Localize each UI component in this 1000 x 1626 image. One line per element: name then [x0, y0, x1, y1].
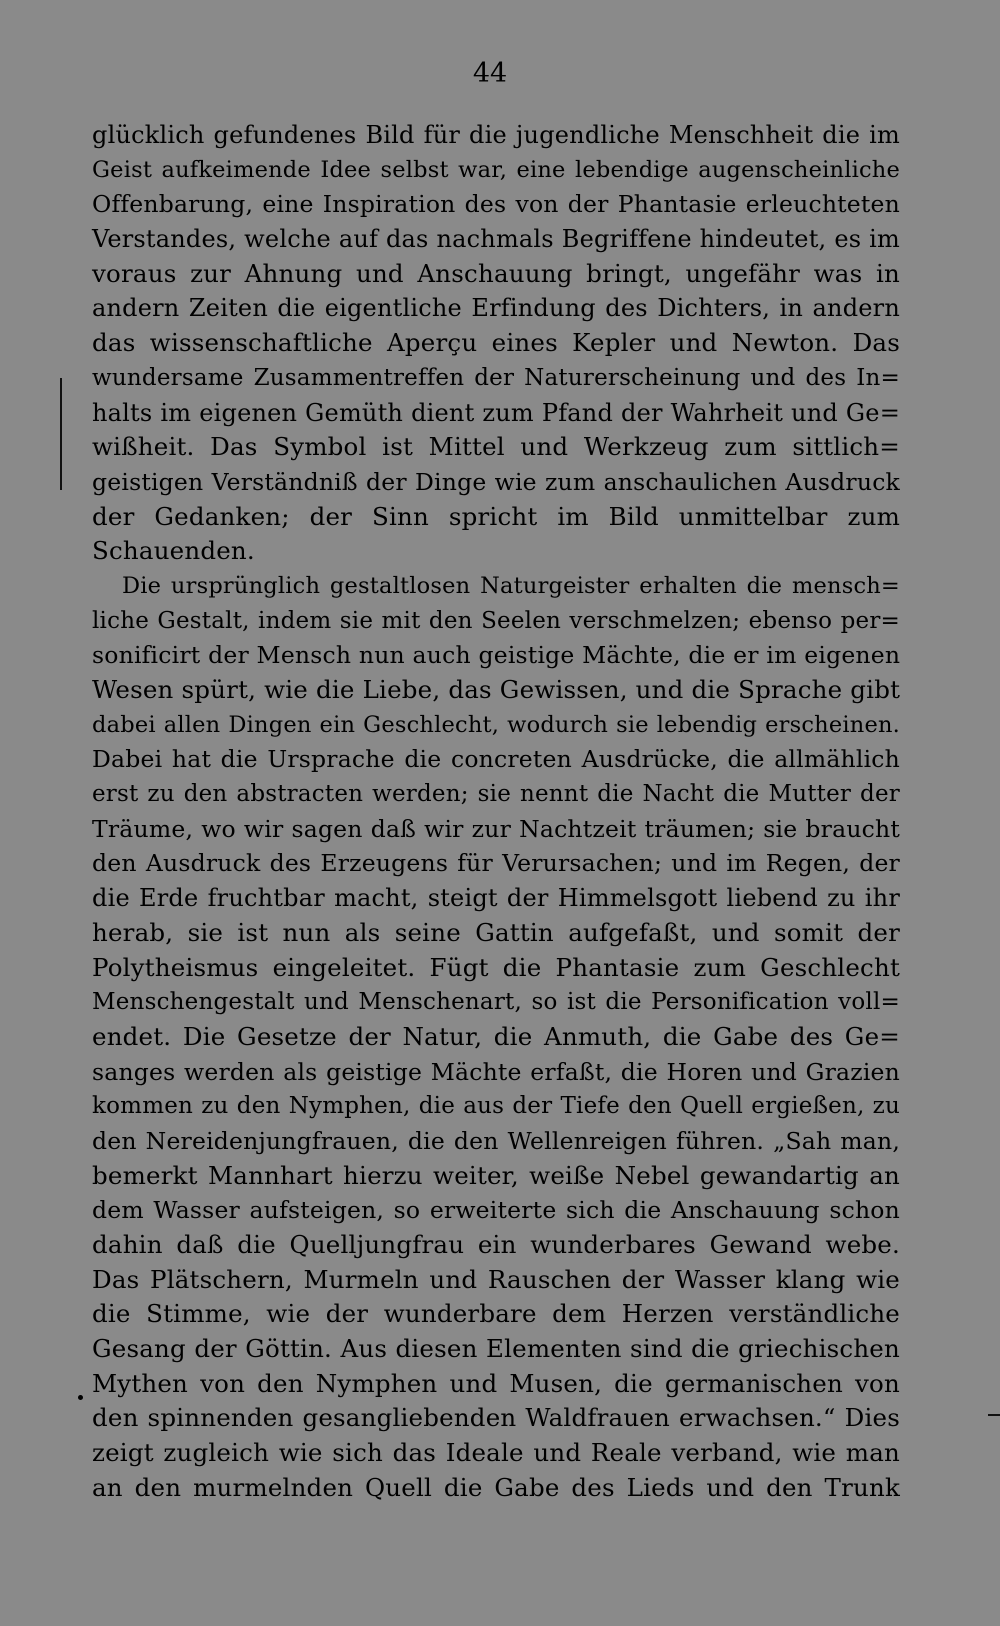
margin-pencil-mark: [60, 378, 62, 490]
text-line: bemerkt Mannhart hierzu weiter, weiße Nebel gewandartig an: [92, 1160, 900, 1190]
text-line: Offenbarung, eine Inspiration des von der Phantasie erleuchteten: [92, 190, 900, 219]
margin-dot-mark: [78, 1395, 83, 1400]
text-line: endet. Die Gesetze der Natur, die Anmuth, die Gabe des Ge=: [92, 1021, 900, 1051]
text-line: Schauenden.: [92, 536, 255, 566]
text-line: voraus zur Ahnung und Anschauung bringt, ungefähr was in: [92, 258, 900, 288]
text-line: Geist aufkeimende Idee selbst war, eine lebendige augenscheinliche: [92, 156, 900, 183]
text-line: Gesang der Göttin. Aus diesen Elementen sind die griechischen: [92, 1334, 900, 1364]
text-line: Menschengestalt und Menschenart, so ist die Personification voll=: [92, 989, 900, 1016]
text-line: Die ursprünglich gestaltlosen Naturgeister erhalten die mensch=: [122, 572, 900, 599]
text-line: die Stimme, wie der wunderbare dem Herzen verständliche: [92, 1299, 900, 1329]
text-line: geistigen Verständniß der Dinge wie zum anschaulichen Ausdruck: [92, 467, 900, 496]
text-line: zeigt zugleich wie sich das Ideale und Reale verband, wie man: [92, 1438, 900, 1468]
text-line: sonificirt der Mensch nun auch geistige Mächte, die er im eigenen: [92, 641, 901, 670]
text-line: wundersame Zusammentreffen der Naturerscheinung und des In=: [92, 364, 900, 391]
text-line: Mythen von den Nymphen und Musen, die germanischen von: [92, 1368, 900, 1398]
body-text: [92, 118, 900, 1506]
text-line: Träume, wo wir sagen daß wir zur Nachtzeit träumen; sie braucht: [92, 814, 900, 843]
text-line: Verstandes, welche auf das nachmals Begriffene hindeutet, es im: [92, 225, 900, 254]
text-line: Das Plätschern, Murmeln und Rauschen der Wasser klang wie: [92, 1264, 900, 1294]
text-line: andern Zeiten die eigentliche Erfindung des Dichters, in andern: [92, 294, 900, 323]
text-line: halts im eigenen Gemüth dient zum Pfand der Wahrheit und Ge=: [92, 398, 900, 427]
text-line: die Erde fruchtbar macht, steigt der Himmelsgott liebend zu ihr: [92, 884, 900, 913]
page-number: 44: [472, 58, 508, 89]
text-line: an den murmelnden Quell die Gabe des Lieds und den Trunk: [92, 1472, 900, 1502]
text-line: herab, sie ist nun als seine Gattin aufgefaßt, und somit der: [92, 917, 900, 947]
text-line: erst zu den abstracten werden; sie nennt die Nacht die Mutter der: [92, 781, 900, 808]
text-line: kommen zu den Nymphen, die aus der Tiefe den Quell ergießen, zu: [92, 1093, 900, 1120]
text-line: Dabei hat die Ursprache die concreten Ausdrücke, die allmählich: [92, 745, 900, 774]
text-line: Polytheismus eingeleitet. Fügt die Phantasie zum Geschlecht: [92, 952, 900, 982]
text-line: das wissenschaftliche Aperçu eines Kepler und Newton. Das: [92, 328, 900, 358]
text-line: dahin daß die Quelljungfrau ein wunderbares Gewand webe.: [92, 1230, 900, 1259]
text-line: dabei allen Dingen ein Geschlecht, wodurch sie lebendig erscheinen.: [92, 711, 900, 738]
text-line: Wesen spürt, wie die Liebe, das Gewissen, und die Sprache gibt: [92, 675, 901, 704]
text-line: wißheit. Das Symbol ist Mittel und Werkzeug zum sittlich=: [92, 432, 900, 462]
text-line: sanges werden als geistige Mächte erfaßt, die Horen und Grazien: [92, 1057, 900, 1086]
text-line: dem Wasser aufsteigen, so erweiterte sich die Anschauung schon: [92, 1196, 900, 1225]
text-line: glücklich gefundenes Bild für die jugendliche Menschheit die im: [92, 121, 900, 149]
edge-dash-mark: [988, 1414, 1000, 1416]
text-line: den spinnenden gesangliebenden Waldfrauen erwachsen.“ Dies: [92, 1403, 900, 1433]
text-line: der Gedanken; der Sinn spricht im Bild unmittelbar zum: [92, 501, 900, 531]
text-line: den Nereidenjungfrauen, die den Wellenreigen führen. „Sah man,: [92, 1126, 900, 1155]
text-line: liche Gestalt, indem sie mit den Seelen verschmelzen; ebenso per=: [92, 607, 900, 634]
text-line: den Ausdruck des Erzeugens für Verursachen; und im Regen, der: [92, 849, 900, 878]
